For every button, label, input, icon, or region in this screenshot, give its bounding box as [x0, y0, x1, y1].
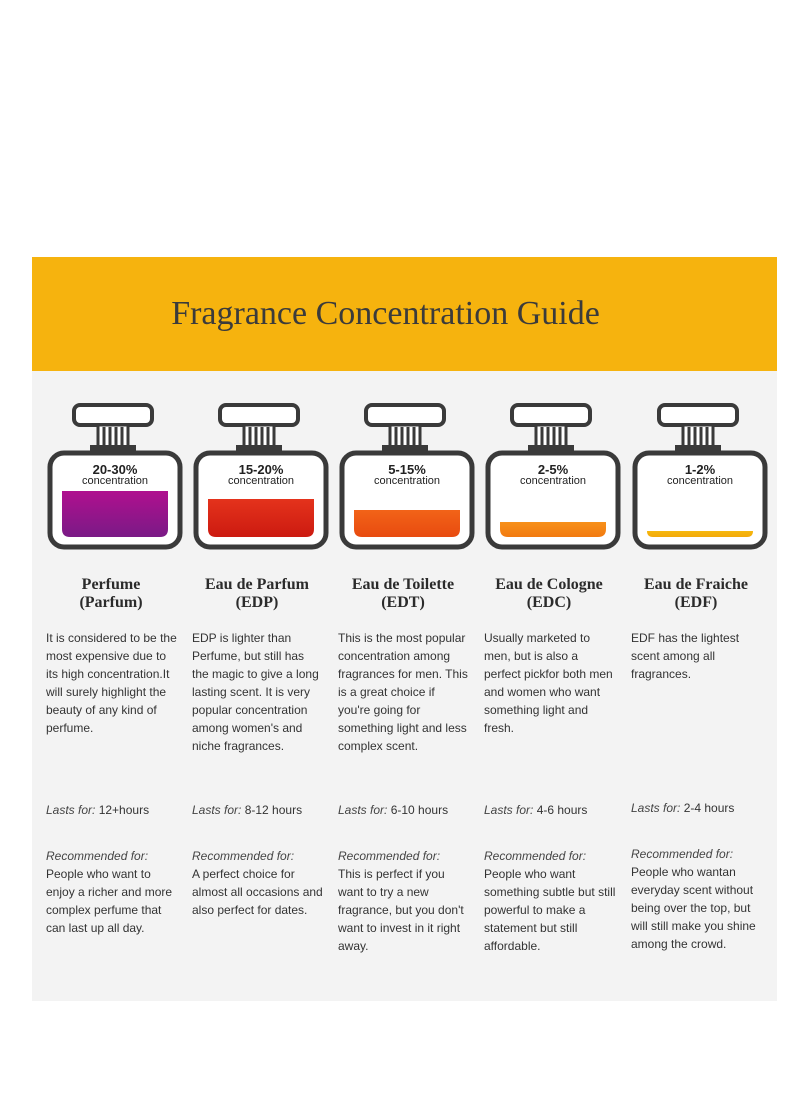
fragrance-type-name — [328, 576, 478, 612]
lasts-for-value: 12+hours — [98, 803, 150, 817]
recommended-for — [631, 845, 759, 953]
bottle-neck — [382, 425, 428, 451]
type-abbreviation: (EDF) — [674, 594, 718, 611]
concentration-percent: 15-20% — [238, 462, 284, 477]
liquid-fill — [647, 531, 753, 537]
liquid-fill — [62, 491, 168, 537]
recommended-for — [338, 847, 470, 955]
type-description: EDF has the lightest scent among all fragrances. — [631, 631, 740, 681]
lasts-for-value: 4-6 hours — [536, 803, 588, 817]
lasts-for-value: 2-4 hours — [683, 801, 735, 815]
type-abbreviation: (EDT) — [381, 594, 425, 611]
lasts-for — [631, 799, 763, 817]
bottle-cap — [659, 405, 737, 425]
concentration-percent: 1-2% — [684, 462, 716, 477]
bottle-cap — [366, 405, 444, 425]
lasts-for — [484, 801, 616, 819]
recommended-for — [46, 847, 178, 937]
type-description: This is the most popular concentration among fragrances for men. This is a great choice if you're going for something light and less complex scent. — [338, 631, 468, 753]
recommended-for-value: A perfect choice for almost all occasions and also perfect for dates. — [192, 867, 323, 917]
recommended-for — [484, 847, 616, 955]
concentration-label: concentration — [81, 475, 149, 487]
type-description: It is considered to be the most expensive due to its high concentration.It will surely highlight the beauty of any kind of perfume. — [46, 631, 177, 735]
lasts-for-label: Lasts for: — [192, 803, 242, 817]
concentration-percent: 20-30% — [92, 462, 138, 477]
recommended-for-label: Recommended for: — [631, 847, 734, 861]
lasts-for — [338, 801, 470, 819]
type-description: EDP is lighter than Perfume, but still has the magic to give a long lasting scent. It is very popular concentration among women's and niche fragrances. — [192, 631, 319, 753]
type-description: Usually marketed to men, but is also a perfect pickfor both men and women who want something light and fresh. — [484, 631, 613, 735]
bottle-neck — [675, 425, 721, 451]
lasts-for — [46, 801, 178, 819]
lasts-for-label: Lasts for: — [338, 803, 388, 817]
bottle-cap — [74, 405, 152, 425]
type-name-line1: Eau de Cologne — [495, 576, 603, 593]
page-title: Fragrance Concentration Guide — [171, 295, 600, 332]
type-name-line1: Perfume — [81, 576, 141, 593]
fragrance-type-name — [474, 576, 624, 612]
recommended-for — [192, 847, 324, 919]
liquid-fill — [208, 499, 314, 537]
lasts-for-label: Lasts for: — [631, 801, 681, 815]
recommended-for-label: Recommended for: — [46, 849, 149, 863]
bottle-cap — [512, 405, 590, 425]
liquid-fill — [354, 510, 460, 537]
recommended-for-value: This is perfect if you want to try a new fragrance, but you don't want to invest in it right away. — [338, 867, 464, 953]
liquid-fill — [500, 522, 606, 537]
concentration-label: concentration — [373, 475, 441, 487]
fragrance-type-name — [182, 576, 332, 612]
fragrance-type-name — [621, 576, 771, 612]
concentration-label: concentration — [227, 475, 295, 487]
lasts-for-label: Lasts for: — [46, 803, 96, 817]
type-name-line1: Eau de Toilette — [351, 576, 455, 593]
concentration-label: concentration — [666, 475, 734, 487]
lasts-for-value: 8-12 hours — [244, 803, 303, 817]
type-name-line1: Eau de Fraiche — [644, 576, 748, 593]
bottle-neck — [90, 425, 136, 451]
title-banner — [32, 257, 777, 371]
bottle-neck — [528, 425, 574, 451]
bottle-neck — [236, 425, 282, 451]
recommended-for-label: Recommended for: — [338, 849, 441, 863]
type-name-line1: Eau de Parfum — [205, 576, 309, 593]
recommended-for-label: Recommended for: — [192, 849, 295, 863]
concentration-label: concentration — [519, 475, 587, 487]
recommended-for-value: People who want something subtle but still powerful to make a statement but still affordable. — [484, 867, 616, 953]
recommended-for-label: Recommended for: — [484, 849, 587, 863]
recommended-for-value: People who wantan everyday scent without being over the top, but will still make you shine among the crowd. — [631, 865, 756, 951]
lasts-for — [192, 801, 324, 819]
concentration-percent: 5-15% — [388, 462, 426, 477]
lasts-for-label: Lasts for: — [484, 803, 534, 817]
lasts-for-value: 6-10 hours — [390, 803, 449, 817]
type-abbreviation: (EDC) — [526, 594, 572, 611]
type-abbreviation: (Parfum) — [79, 594, 143, 611]
type-abbreviation: (EDP) — [235, 594, 279, 611]
fragrance-type-name — [36, 576, 186, 612]
concentration-percent: 2-5% — [537, 462, 569, 477]
recommended-for-value: People who want to enjoy a richer and more complex perfume that can last up all day. — [46, 867, 173, 935]
bottle-cap — [220, 405, 298, 425]
